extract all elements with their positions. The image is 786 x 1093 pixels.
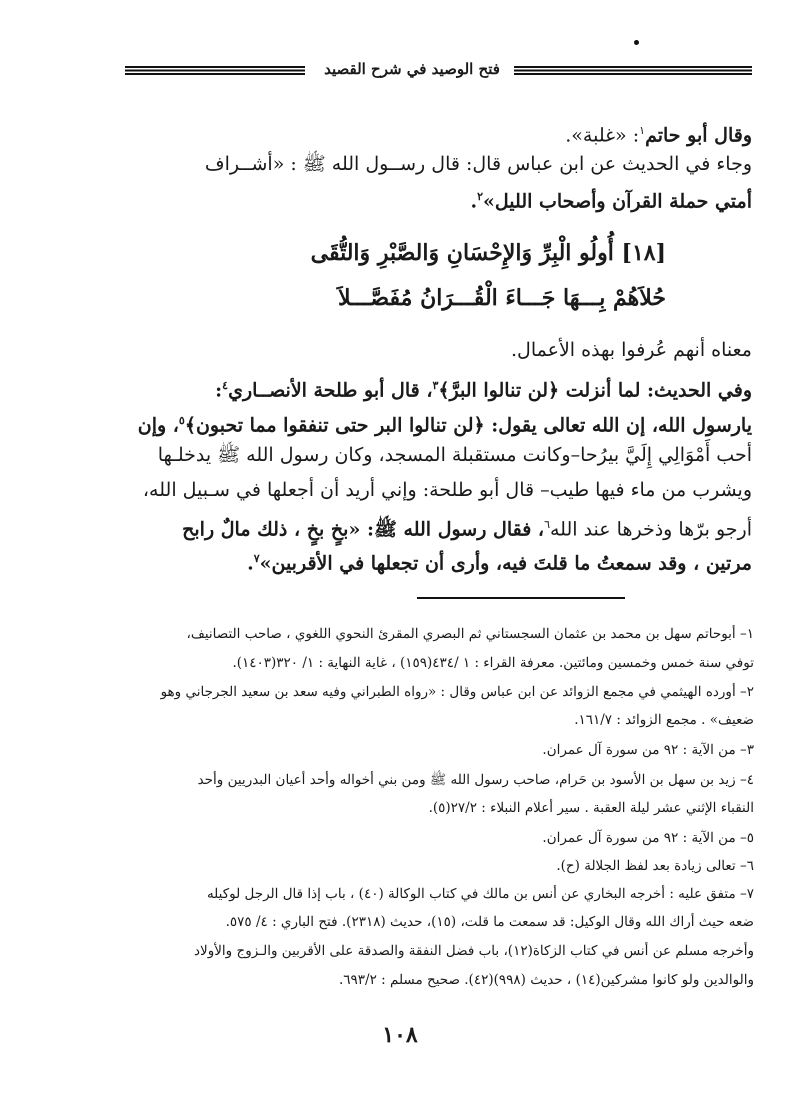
footnote-ref: ٣ xyxy=(432,379,439,392)
header-rule-left xyxy=(125,66,305,75)
footnote-separator xyxy=(417,597,625,599)
paragraph-text: يارسول الله، إن الله تعالى يقول: ﴿لن تنالوا البر حتى تنفقوا مما تحبون﴾ xyxy=(184,414,752,437)
paragraph-text: مرتين ، وقد سمعتُ ما قلتَ فيه، وأرى أن تجعلها في الأقربين» xyxy=(259,552,752,575)
verse-line-1: [١٨] أُولُو الْبِرِّ وَالإِحْسَانِ وَالصَّبْرِ وَالتُّقَى xyxy=(310,240,666,266)
paragraph-text: . xyxy=(247,552,254,575)
paragraph-abu-talha-line xyxy=(102,369,752,407)
footnote-5: ٥– من الآية : ٩٢ من سورة آل عمران. xyxy=(542,830,754,846)
paragraph-abu-hatim xyxy=(102,114,752,152)
verse-line-2: حُلاَهُمْ بِـــهَا جَـــاءَ الْقُـــرَانُ مُفَصَّـــلاَ xyxy=(337,285,666,311)
paragraph-text: وفي الحديث: لما أنزلت ﴿لن تنالوا البرَّ﴾ xyxy=(438,379,752,402)
scan-speck xyxy=(634,40,639,45)
footnote-1-line: ١– أبوحاتم سهل بن محمد بن عثمان السجستاني ثم البصري المقرئ النحوي اللغوي ، صاحب التصانيف، xyxy=(186,626,754,642)
footnote-7-line: والوالدين ولو كانوا مشركين(١٤) ، حديث (٩٩٨)(٤٢). صحيح مسلم : ٦٩٣/٢. xyxy=(338,972,754,988)
footnote-1-line: توفي سنة خمس وخمسين ومائتين. معرفة القراء : ١ /٤٣٤(١٥٩) ، غاية النهاية : ١/ ٣٢٠(١٤٠٣). xyxy=(232,655,754,671)
paragraph-text: ، وإن xyxy=(137,414,179,437)
paragraph-text: . xyxy=(470,190,478,213)
paragraph-text: أمتي حملة القرآن وأصحاب الليل» xyxy=(483,190,752,213)
footnote-4-line: ٤– زيد بن سهل بن الأسود بن حَرام، صاحب رسول الله ﷺ ومن بني أخواله وأحد أعيان البدريين وأحد xyxy=(197,772,754,788)
footnote-3: ٣– من الآية : ٩٢ من سورة آل عمران. xyxy=(542,742,754,758)
paragraph-abu-talha-line xyxy=(102,439,752,472)
paragraph-abu-talha-line xyxy=(102,474,752,507)
paragraph-text: أحب أَمْوَالِي إِلَيَّ بيرُحا–وكانت مستقبلة المسجد، وكان رسول الله ﷺ يدخلـها xyxy=(157,444,752,466)
paragraph-text: وقال أبو حاتم xyxy=(645,124,752,147)
footnote-7-line: ٧– متفق عليه : أخرجه البخاري عن أنس بن مالك في كتاب الوكالة (٤٠) ، باب إذا قال الرجل لوكيله xyxy=(206,886,754,902)
paragraph-text: أرجو برّها وذخرها عند الله xyxy=(549,518,752,541)
footnote-ref: ٥ xyxy=(178,414,185,427)
paragraph-text: ، فقال رسول الله ﷺ: «بخٍ بخٍ ، ذلك مالٌ رابح xyxy=(182,518,545,541)
paragraph-text: معناه أنهم عُرفوا بهذه الأعمال. xyxy=(511,339,752,361)
footnote-7-line: وأخرجه مسلم عن أنس في كتاب الزكاة(١٢)، باب فضل النفقة والصدقة على الأقربين والـزوج والأولاد xyxy=(194,943,754,959)
footnote-6: ٦– تعالى زيادة بعد لفظ الجلالة (ح). xyxy=(556,858,754,874)
paragraph-meaning xyxy=(102,334,752,367)
footnote-ref: ٦ xyxy=(544,518,550,531)
footnote-2-line: ضعيف» . مجمع الزوائد : ١٦١/٧. xyxy=(574,712,754,728)
footnote-ref: ٢ xyxy=(477,190,484,203)
paragraph-text: : «غلبة». xyxy=(565,124,640,147)
header-rule-right xyxy=(514,66,752,75)
paragraph-hadith-line xyxy=(102,148,752,181)
paragraph-abu-talha-line xyxy=(102,508,752,546)
page-number: ١٠٨ xyxy=(382,1022,418,1048)
footnote-4-line: النقباء الإثني عشر ليلة العقبة . سير أعلام النبلاء : ٢٧/٢(٥). xyxy=(428,800,754,816)
running-header xyxy=(125,58,752,88)
paragraph-text: : xyxy=(215,379,223,402)
paragraph-abu-talha-line xyxy=(102,404,752,442)
footnote-ref: ٤ xyxy=(222,379,229,392)
footnote-2-line: ٢– أورده الهيثمي في مجمع الزوائد عن ابن عباس وقال : «رواه الطبراني وفيه سعد بن سعيد الجرجاني وهو xyxy=(160,684,754,700)
header-title: فتح الوصيد في شرح القصيد xyxy=(324,60,500,78)
footnote-ref: ١ xyxy=(639,124,646,137)
paragraph-abu-talha-line xyxy=(102,542,752,580)
paragraph-text: وجاء في الحديث عن ابن عباس قال: قال رســول الله ﷺ : «أشــراف xyxy=(204,153,752,175)
footnote-7-line: ضعه حيث أراك الله وقال الوكيل: قد سمعت ما قلت، (١٥)، حديث (٢٣١٨). فتح الباري : ٤/ ٥٧٥. xyxy=(225,914,754,930)
paragraph-text: ويشرب من ماء فيها طيب– قال أبو طلحة: وإني أريد أن أجعلها في سـبيل الله، xyxy=(142,479,752,501)
footnote-ref: ٧ xyxy=(253,552,260,565)
paragraph-hadith-line xyxy=(102,180,752,218)
paragraph-text: ، قال أبو طلحة الأنصــاري xyxy=(228,379,433,402)
